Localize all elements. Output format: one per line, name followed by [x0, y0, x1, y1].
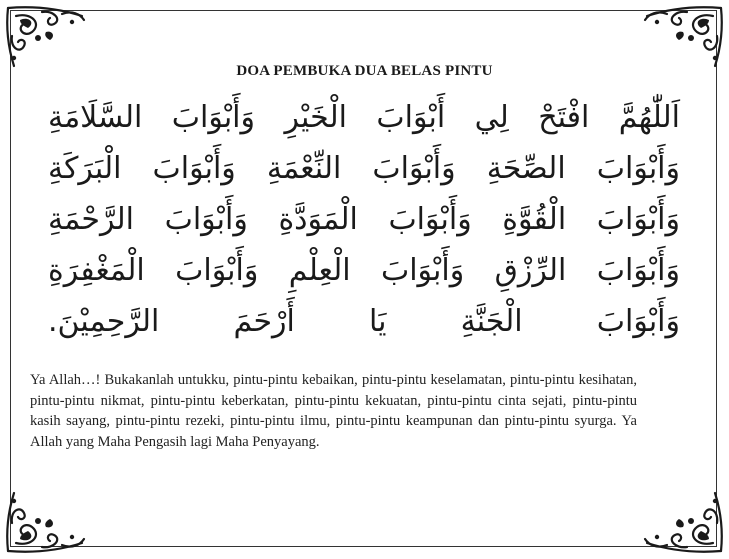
arabic-line: وَأَبْوَابَ الْقُوَّةِ وَأَبْوَابَ الْمَوَدَّةِ وَأَبْوَابَ الرَّحْمَةِ — [48, 202, 680, 237]
arabic-line: وَأَبْوَابَ الْجَنَّةِ يَا أَرْحَمَ الرَّحِمِيْنَ. — [48, 304, 680, 339]
translation-paragraph: Ya Allah…! Bukakanlah untukku, pintu-pintu kebaikan, pintu-pintu keselamatan, pintu-pintu kesihatan, pintu-pintu nikmat, pintu-pintu keberkatan, pintu-pintu kekuatan, pintu-pintu cinta sejati, pintu-pintu kasih sayang, pintu-pintu rezeki, pintu-pintu ilmu, pintu-pintu keampunan dan pintu-pintu syurga. Ya Allah yang Maha Pengasih lagi Maha Penyayang. — [30, 372, 637, 450]
floral-corner-ornament-icon — [637, 487, 727, 557]
arabic-line: وَأَبْوَابَ الرِّزْقِ وَأَبْوَابَ الْعِلْمِ وَأَبْوَابَ الْمَغْفِرَةِ — [48, 253, 680, 288]
floral-corner-ornament-icon — [2, 487, 92, 557]
arabic-prayer-text — [48, 92, 680, 347]
arabic-line: اَللّٰهُمَّ افْتَحْ لِي أَبْوَابَ الْخَيْرِ وَأَبْوَابَ السَّلَامَةِ — [48, 100, 680, 135]
arabic-line: وَأَبْوَابَ الصِّحَةِ وَأَبْوَابَ النِّعْمَةِ وَأَبْوَابَ الْبَرَكَةِ — [48, 151, 680, 186]
floral-corner-ornament-icon — [637, 2, 727, 72]
floral-corner-ornament-icon — [2, 2, 92, 72]
page-title: DOA PEMBUKA DUA BELAS PINTU — [236, 63, 493, 79]
